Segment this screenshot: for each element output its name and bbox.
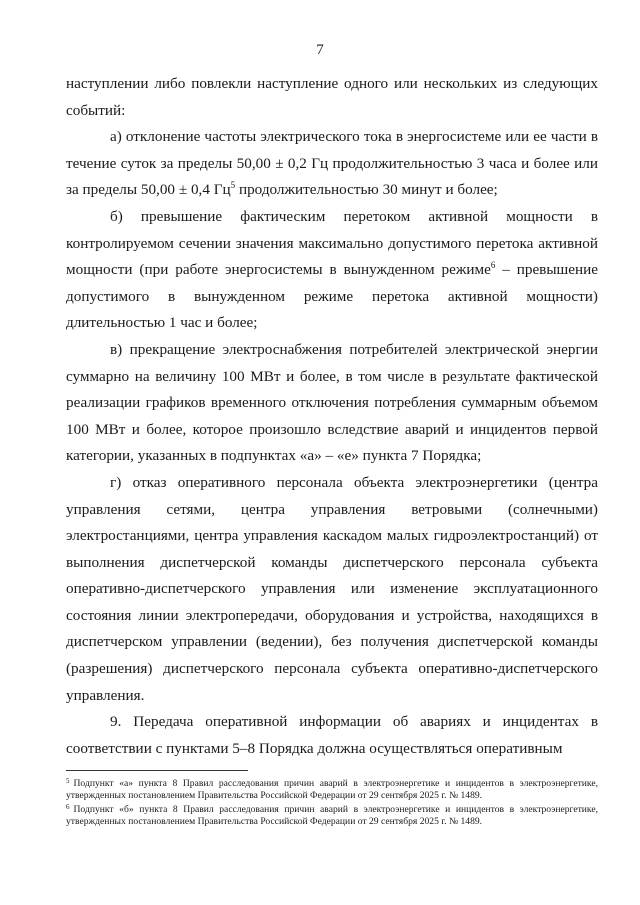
footnote <box>66 802 598 828</box>
footnotes <box>66 776 598 828</box>
paragraph <box>66 337 598 470</box>
paragraph-text: б) превышение фактическим перетоком активной мощности в контролируемом сечении значения максимально допустимого перетока активной мощности (при работе энергосистемы в вынужденном режиме <box>66 207 598 279</box>
paragraph-text: продолжительностью 30 минут и более; <box>235 181 498 199</box>
paragraph <box>66 709 598 762</box>
footnote <box>66 776 598 802</box>
paragraph <box>66 71 598 124</box>
paragraph-text: наступлении либо повлекли наступление одного или нескольких из следующих событий: <box>66 75 598 119</box>
footnote-text: Подпункт «б» пункта 8 Правил расследования причин аварий в электроэнергетике и инцидентов в электроэнергетике, утвержденных постановлением Правительства Российской Федерации от 29 сентября 2025 г. № 1489. <box>66 803 598 827</box>
paragraph <box>66 124 598 204</box>
body-text <box>66 71 598 762</box>
paragraph-text: – превышение допустимого в вынужденном режиме перетока активной мощности) длительностью 1 час и более; <box>66 261 598 332</box>
footnote-separator <box>66 770 248 771</box>
footnote-text: Подпункт «а» пункта 8 Правил расследования причин аварий в электроэнергетике и инцидентов в электроэнергетике, утвержденных постановлением Правительства Российской Федерации от 29 сентября 2025 г. № 1489. <box>66 778 598 801</box>
paragraph <box>66 204 598 337</box>
footnote-reference: 5 <box>230 180 236 191</box>
paragraph-text: 9. Передача оперативной информации об авариях и инцидентах в соответствии с пунктами 5–8 Порядка должна осуществляться оперативным <box>66 713 598 757</box>
footnote-reference: 6 <box>490 260 496 271</box>
paragraph-text: а) отклонение частоты электрического тока в энергосистеме или ее части в течение суток за пределы 50,00 ± 0,2 Гц продолжительностью 3 часа и более или за пределы 50,00 ± 0,4 Гц <box>66 128 598 199</box>
paragraph-text: г) отказ оперативного персонала объекта электроэнергетики (центра управления сетями, центра управления ветровыми (солнечными) электростанциями, центра управления каскадом малых гидроэлектростанций) от выполнения диспетчерской команды диспетчерского персонала субъекта оперативно-диспетчерского управления или изменение эксплуатационного состояния линии электропередачи, оборудования и устройства, находящихся в диспетчерском управлении (ведении), без получения диспетчерской команды (разрешения) диспетчерского персонала субъекта оперативно-диспетчерского управления. <box>66 473 598 704</box>
page-number: 7 <box>316 42 324 58</box>
footnote-mark: 5 <box>66 777 70 785</box>
footnote-mark: 6 <box>66 802 70 811</box>
paragraph <box>66 470 598 709</box>
paragraph-text: в) прекращение электроснабжения потребителей электрической энергии суммарно на величину 100 МВт и более, в том числе в результате фактической реализации графиков временного отключения потребления суммарным объемом 100 МВт и более, которое произошло вследствие аварий и инцидентов первой категории, указанных в подпунктах «а» – «е» пункта 7 Порядка; <box>66 340 598 465</box>
